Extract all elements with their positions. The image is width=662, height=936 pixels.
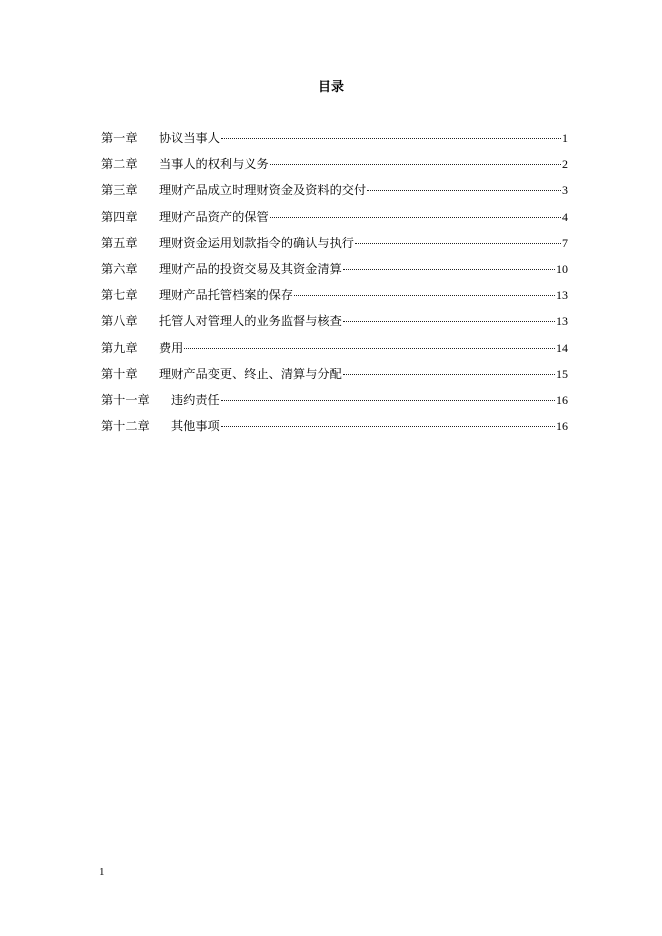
toc-entry[interactable] <box>101 260 568 286</box>
toc-entry[interactable] <box>101 391 568 417</box>
toc-entry-title: 当事人的权利与义务 <box>159 157 269 172</box>
toc-page-number: 13 <box>556 314 568 329</box>
toc-page-number: 16 <box>556 392 568 407</box>
toc-entry[interactable] <box>101 234 568 260</box>
footer-page-number: 1 <box>99 866 105 878</box>
toc-dot-leader <box>367 190 561 191</box>
toc-chapter-number: 第七章 <box>101 288 138 303</box>
toc-dot-leader <box>294 295 555 296</box>
toc-dot-leader <box>270 217 561 218</box>
toc-chapter-number: 第一章 <box>101 131 138 145</box>
toc-page-number: 7 <box>562 235 568 250</box>
toc-chapter-number: 第四章 <box>101 209 138 224</box>
toc-entry[interactable] <box>101 417 568 443</box>
toc-entry[interactable] <box>101 312 568 338</box>
toc-page-number: 10 <box>556 261 568 276</box>
toc-dot-leader <box>270 164 561 165</box>
toc-entry[interactable] <box>101 181 568 207</box>
toc-dot-leader <box>343 374 555 375</box>
toc-entry-title: 理财产品托管档案的保存 <box>159 288 294 303</box>
toc-entry-title: 费用 <box>159 340 184 355</box>
page-title: 目录 <box>317 80 344 95</box>
toc-page-number: 15 <box>556 366 568 381</box>
toc-chapter-number: 第十二章 <box>101 419 150 434</box>
toc-entry[interactable] <box>101 365 568 391</box>
toc-page-number: 13 <box>556 288 568 303</box>
toc-page-number: 16 <box>556 419 568 434</box>
toc-entry-title: 理财产品变更、终止、清算与分配 <box>159 366 342 381</box>
table-of-contents <box>101 129 568 443</box>
toc-page-number: 3 <box>562 183 568 198</box>
toc-entry-title: 其他事项 <box>171 419 220 434</box>
toc-entry-title: 协议当事人 <box>159 131 220 145</box>
toc-chapter-number: 第十一章 <box>101 392 150 407</box>
toc-dot-leader <box>184 348 555 349</box>
toc-chapter-number: 第十章 <box>101 366 138 381</box>
toc-page-number: 2 <box>562 157 568 172</box>
toc-entry-title: 违约责任 <box>171 392 220 407</box>
toc-dot-leader <box>221 138 561 139</box>
toc-chapter-number: 第八章 <box>101 314 138 329</box>
toc-chapter-number: 第二章 <box>101 157 138 172</box>
toc-entry[interactable] <box>101 339 568 365</box>
toc-dot-leader <box>343 269 555 270</box>
toc-dot-leader <box>355 243 561 244</box>
toc-page-number: 1 <box>562 131 568 145</box>
toc-chapter-number: 第六章 <box>101 261 138 276</box>
toc-entry-title: 理财产品成立时理财资金及资料的交付 <box>159 183 367 198</box>
toc-entry[interactable] <box>101 286 568 312</box>
toc-page-number: 14 <box>556 340 568 355</box>
toc-entry-title: 托管人对管理人的业务监督与核查 <box>159 314 342 329</box>
toc-dot-leader <box>343 321 555 322</box>
toc-chapter-number: 第九章 <box>101 340 138 355</box>
toc-entry-title: 理财资金运用划款指令的确认与执行 <box>159 235 354 250</box>
toc-chapter-number: 第三章 <box>101 183 138 198</box>
toc-entry-title: 理财产品的投资交易及其资金清算 <box>159 261 342 276</box>
toc-dot-leader <box>221 400 555 401</box>
toc-entry[interactable] <box>101 129 568 155</box>
toc-entry[interactable] <box>101 155 568 181</box>
toc-chapter-number: 第五章 <box>101 235 138 250</box>
toc-entry[interactable] <box>101 208 568 234</box>
toc-dot-leader <box>221 426 555 427</box>
toc-entry-title: 理财产品资产的保管 <box>159 209 269 224</box>
toc-page-number: 4 <box>562 209 568 224</box>
